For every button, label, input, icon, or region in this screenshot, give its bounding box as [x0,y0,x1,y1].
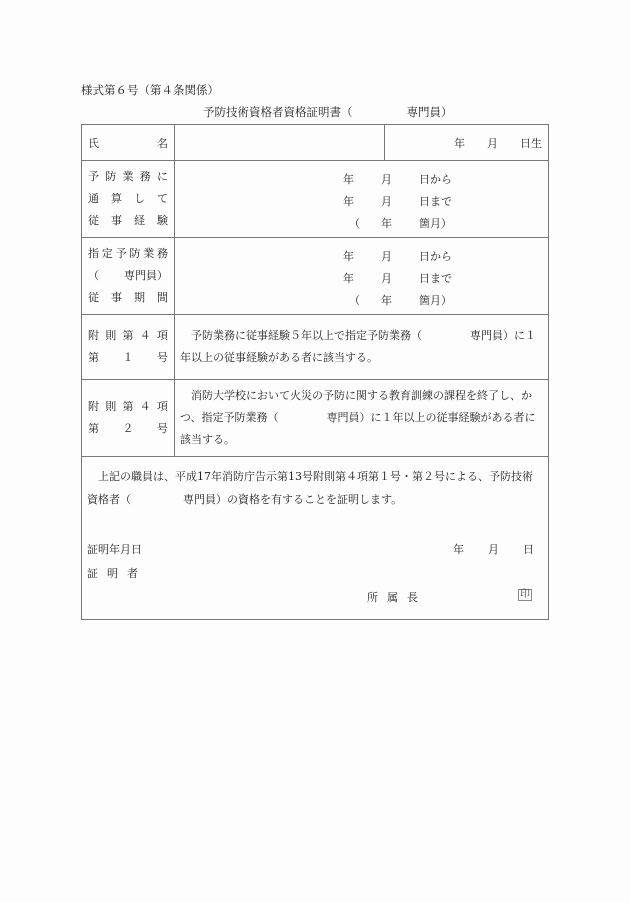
year-unit: 年 [453,543,464,556]
certification-row [82,457,549,620]
label-char: 専門員） [124,269,168,282]
label-char: 間 [157,291,168,304]
rule2-text [175,380,549,457]
label-char: 事 [111,291,122,304]
label-char: 算 [111,192,122,205]
name-field[interactable] [175,125,385,161]
label-char: ４ [139,400,151,413]
day-unit: 日 [523,543,534,556]
month-unit: 月 [381,173,392,186]
certification-statement [87,465,543,511]
label-char: （ [88,269,99,282]
name-label-cell [82,125,175,161]
birth-year-unit: 年 [454,136,465,150]
day-to-unit: 日まで [419,195,452,208]
rule1-text-b: 専門員）に１年以上の従事経験がある者に該当する。 [180,329,536,364]
label-char: 事 [111,214,122,227]
label-char: 務 [156,247,168,260]
period-from-line [343,169,452,191]
label-char: 業 [122,170,134,183]
label-char: ２ [122,422,134,435]
certification-date-field[interactable] [429,541,534,557]
title-prefix: 予防技術資格者資格証明書（ [203,105,353,119]
period-from-line [343,246,452,268]
label-char: 第 [122,329,134,342]
label-char: 期 [134,291,145,304]
label-char: 通 [88,192,99,205]
certification-date-label: 証明年月日 [87,543,142,556]
label-char: て [157,192,168,205]
cert-text-a: 上記の職員は、平成17年消防庁告示第13号附則第４項第１号・第２号による、予防技術資格者（ [87,470,533,506]
rule2-label-cell [82,380,175,457]
label-char: 従 [88,291,99,304]
rule2-text-b: 専門員）に１年以上の従事経験がある者に該当する。 [180,411,536,446]
period-total-line [343,290,452,312]
year-unit: 年 [381,294,392,307]
label-char: 号 [157,351,168,364]
months-unit: 箇月） [419,217,452,230]
year-unit: 年 [343,195,354,208]
experience-label-cell [82,161,175,238]
label-char: に [157,170,168,183]
label-char: 則 [105,400,117,413]
label-char: 附 [88,329,99,342]
months-unit: 箇月） [419,294,452,307]
month-unit: 月 [488,543,499,556]
label-char: 附 [88,400,99,413]
form-title [203,104,453,120]
label-char: 項 [157,329,168,342]
label-char: 指 [88,247,99,260]
label-char: 第 [122,400,134,413]
cert-text-b: 専門員）の資格を有することを証明します。 [183,493,403,506]
certificate-table [81,124,549,620]
label-char: 従 [88,214,99,227]
period-total-line [343,213,452,235]
year-unit: 年 [343,173,354,186]
label-char: 務 [139,170,151,183]
month-unit: 月 [381,272,392,285]
birth-day-unit: 日生 [520,136,542,150]
period-to-line [343,191,452,213]
day-from-unit: 日から [419,250,452,263]
affiliation-head-label: 所属長 [367,591,427,604]
open-paren: （ [349,294,360,307]
day-to-unit: 日まで [419,272,452,285]
form-number: 様式第６号（第４条関係） [81,83,219,97]
label-char: ４ [139,329,151,342]
label-char: 防 [129,247,141,260]
label-char: 防 [105,170,117,183]
label-char: 予 [115,247,127,260]
birth-month-unit: 月 [487,136,498,150]
rule1-text [175,315,549,380]
label-char: 第 [88,422,99,435]
label-char: 号 [157,422,168,435]
certifier-label: 証明者 [87,567,147,580]
label-char: 第 [88,351,99,364]
label-char: １ [122,351,134,364]
experience-period-field[interactable] [175,161,549,238]
year-unit: 年 [381,217,392,230]
label-char: し [134,192,145,205]
name-row [82,125,549,161]
label-char: 業 [143,247,155,260]
year-unit: 年 [343,272,354,285]
seal-icon[interactable]: 印 [520,589,530,600]
rule1-label-cell [82,315,175,380]
designated-label-cell [82,238,175,315]
label-char: 項 [157,400,168,413]
label-char: 定 [101,247,113,260]
rule2-row [82,380,549,457]
title-suffix: 専門員） [406,105,453,119]
designated-row [82,238,549,315]
label-char: 験 [157,214,168,227]
label-char: 則 [105,329,117,342]
open-paren: （ [349,217,360,230]
rule1-text-a: 予防業務に従事経験５年以上で指定予防業務（ [191,329,422,342]
name-label-char: 氏 [88,136,99,150]
rule1-row [82,315,549,380]
day-from-unit: 日から [419,173,452,186]
rule2-text-a: 消防大学校において火災の予防に関する教育訓練の課程を終了し、かつ、指定予防業務（ [180,389,532,424]
designated-period-field[interactable] [175,238,549,315]
label-char: 予 [88,170,99,183]
name-label-char: 名 [157,136,168,150]
certification-cell [82,457,549,620]
month-unit: 月 [381,250,392,263]
label-char: 経 [134,214,145,227]
month-unit: 月 [381,195,392,208]
birthdate-field[interactable] [385,125,549,161]
period-to-line [343,268,452,290]
year-unit: 年 [343,250,354,263]
experience-row [82,161,549,238]
